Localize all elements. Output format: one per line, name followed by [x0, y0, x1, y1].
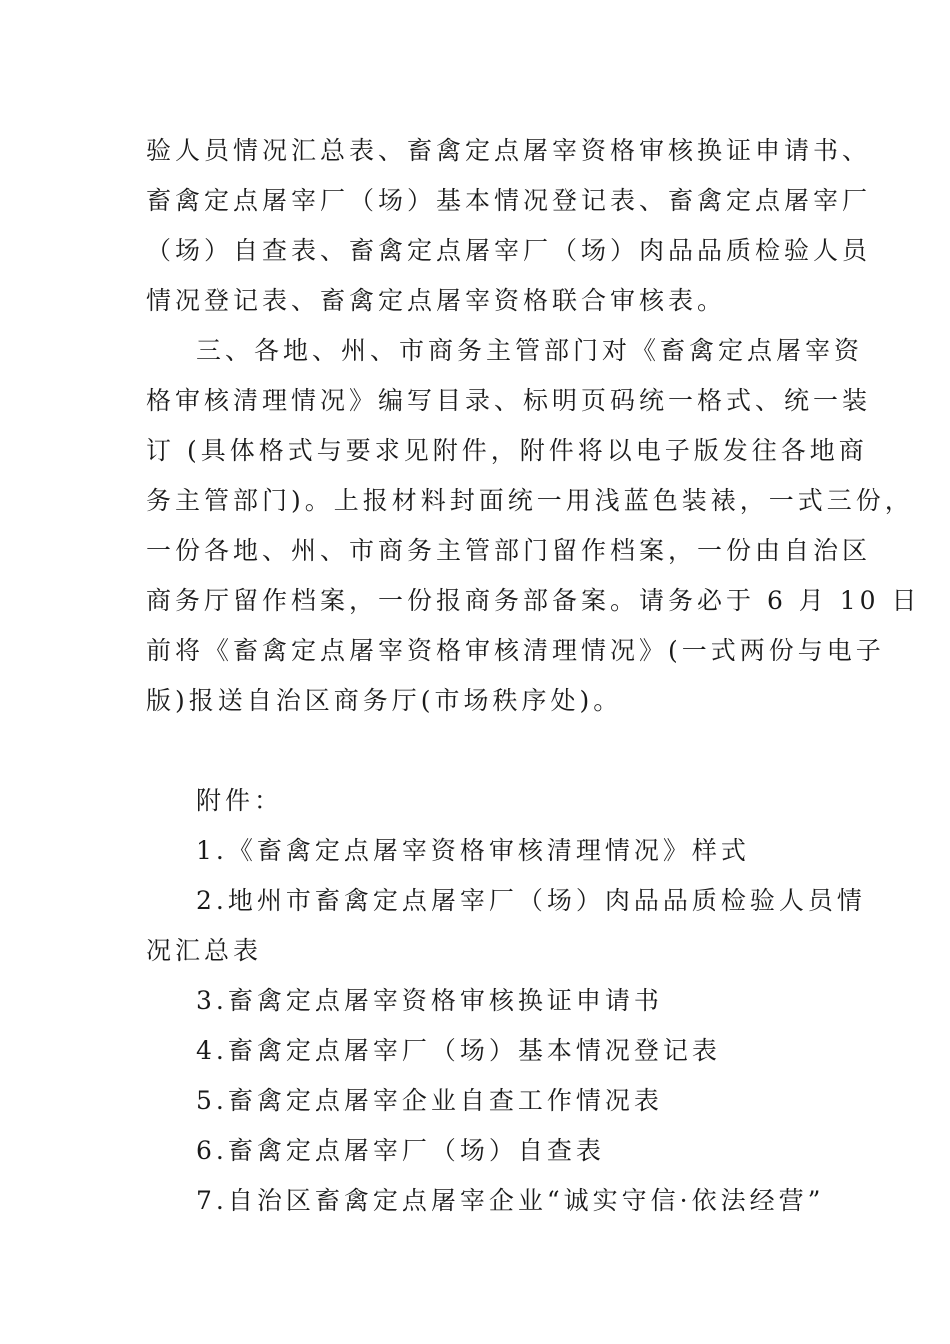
attachment-item-continuation: 况汇总表: [146, 936, 263, 965]
paragraph-line: 商务厅留作档案，一份报商务部备案。请务必于 6 月 10 日: [146, 586, 921, 615]
paragraph-line: （场）自查表、畜禽定点屠宰厂（场）肉品品质检验人员: [146, 236, 872, 265]
attachment-item: 1.《畜禽定点屠宰资格审核清理情况》样式: [196, 836, 750, 865]
paragraph-line: 畜禽定点屠宰厂（场）基本情况登记表、畜禽定点屠宰厂: [146, 186, 872, 215]
attachment-item: 3.畜禽定点屠宰资格审核换证申请书: [196, 986, 663, 1015]
attachment-item: 7.自治区畜禽定点屠宰企业“诚实守信·依法经营”: [196, 1186, 825, 1215]
attachment-item: 6.畜禽定点屠宰厂（场）自查表: [196, 1136, 605, 1165]
paragraph-line: 一份各地、州、市商务主管部门留作档案，一份由自治区: [146, 536, 872, 565]
attachment-item: 4.畜禽定点屠宰厂（场）基本情况登记表: [196, 1036, 721, 1065]
paragraph-gap: [146, 726, 826, 776]
attachment-item: 5.畜禽定点屠宰企业自查工作情况表: [196, 1086, 663, 1115]
paragraph-line: 版)报送自治区商务厅(市场秩序处)。: [146, 686, 623, 715]
attachment-item: 2.地州市畜禽定点屠宰厂（场）肉品品质检验人员情: [196, 886, 866, 915]
attachments-heading: 附件：: [196, 786, 284, 815]
paragraph-line: 格审核清理情况》编写目录、标明页码统一格式、统一装: [146, 386, 872, 415]
paragraph-line: 订 (具体格式与要求见附件，附件将以电子版发往各地商: [146, 436, 868, 465]
paragraph-line: 前将《畜禽定点屠宰资格审核清理情况》(一式两份与电子: [146, 636, 885, 665]
paragraph-line: 验人员情况汇总表、畜禽定点屠宰资格审核换证申请书、: [146, 136, 872, 165]
document-body: [146, 126, 921, 1226]
paragraph-line: 三、各地、州、市商务主管部门对《畜禽定点屠宰资: [196, 336, 864, 365]
paragraph-line: 情况登记表、畜禽定点屠宰资格联合审核表。: [146, 286, 727, 315]
paragraph-line: 务主管部门)。上报材料封面统一用浅蓝色装裱，一式三份，: [146, 486, 914, 515]
